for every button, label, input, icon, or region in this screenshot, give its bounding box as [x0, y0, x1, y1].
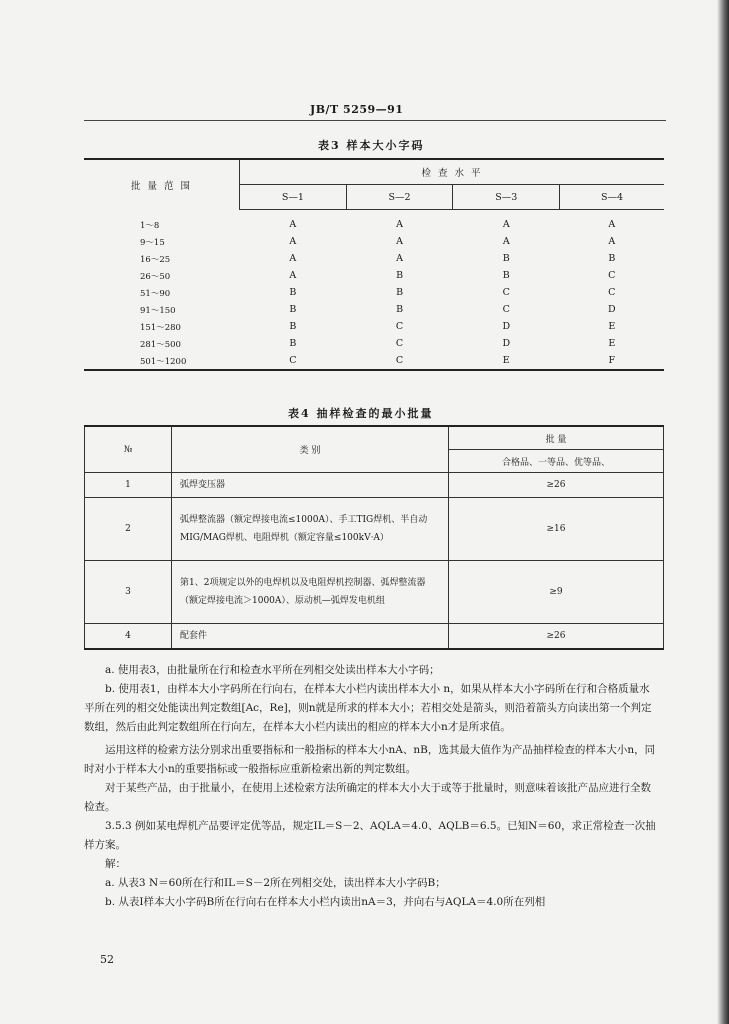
standard-code-header: JB/T 5259—91	[310, 103, 404, 116]
scan-edge-shadow	[717, 0, 729, 1024]
table-row: 16～25 A A B B	[140, 253, 616, 265]
table-row: 9～15 A A A A	[140, 236, 616, 248]
table-row: 3 第1、2项规定以外的电焊机以及电阻焊机控制器、弧焊整流器（额定焊接电流＞1000A）、原动机—弧焊发电机组 ≥9	[85, 561, 664, 624]
table-row: 51～90 B B C C	[140, 287, 616, 299]
paragraph: b. 从表Ⅰ样本大小字码B所在行向右在样本大小栏内读出nA＝3，并向右与AQLA＝4.0所在列相	[105, 896, 546, 908]
paragraph: 对于某些产品，由于批量小，在使用上述检索方法所确定的样本大小大于或等于批量时，则意味着该批产品应进行全数检查。	[84, 782, 651, 813]
table-row: 151～280 B C D E	[140, 321, 616, 333]
table-row: 501～1200 C C E F	[84, 352, 664, 370]
page-number: 52	[100, 953, 114, 966]
level-header: S—3	[453, 185, 560, 210]
table-row: 281～500 B C D E	[140, 338, 616, 350]
paragraph: 运用这样的检索方法分别求出重要指标和一般指标的样本大小nA、nB，选其最大值作为产品抽样检查的样本大小n，同时对小于样本大小n的重要指标或一般指标应重新检索出新的判定数组。	[84, 744, 656, 775]
table4-caption: 表4 抽样检查的最小批量	[288, 407, 434, 420]
no-header: №	[85, 426, 172, 473]
lot-subheader: 合格品、一等品、优等品、	[449, 450, 664, 473]
paragraph: b. 使用表1，由样本大小字码所在行向右，在样本大小栏内读出样本大小 n，如果从样本大小字码所在行和合格质量水平所在列的相交处能读出判定数组[Ac，Re]，则n就是所求的样本大小；若相交处是箭头，则沿着箭头方向读出第一个判定数组，然后由此判定数组所在行向左，在样本大小栏内读出的相应的样本大小n才是所求值。	[84, 683, 652, 733]
level-header: S—2	[346, 185, 453, 210]
table-row: 91～150 B B C D	[140, 304, 616, 316]
level-header: S—4	[560, 185, 664, 210]
inspection-level-header: 检 查 水 平	[240, 159, 665, 185]
sample-size-code-table	[84, 158, 664, 371]
minimum-lot-size-table	[84, 425, 664, 650]
paragraph: 解：	[105, 858, 126, 870]
table-row: 2 弧焊整流器（额定焊接电流≤1000A）、手工TIG焊机、半自动MIG/MAG焊机、电阻焊机（额定容量≤100kV·A） ≥16	[85, 498, 664, 561]
body-text	[84, 661, 660, 912]
section-paragraph: 3.5.3 例如某电焊机产品要评定优等品，规定IL＝S－2、AQLA＝4.0、AQLB＝6.5。已知N＝60，求正常检查一次抽样方案。	[84, 820, 656, 851]
category-header: 类 别	[172, 426, 449, 473]
paragraph: a. 使用表3，由批量所在行和检查水平所在列相交处读出样本大小字码；	[105, 664, 440, 676]
level-header: S—1	[240, 185, 347, 210]
lot-header: 批 量	[449, 426, 664, 450]
table-row: 26～50 A B B C	[140, 270, 616, 282]
table3-caption: 表3 样本大小字码	[318, 139, 425, 152]
lot-range-header: 批 量 范 围	[130, 180, 193, 192]
header-rule	[84, 120, 666, 121]
table-row: 4 配套件 ≥26	[85, 624, 664, 650]
paragraph: a. 从表3 N＝60所在行和IL＝S－2所在列相交处，读出样本大小字码B；	[105, 877, 446, 889]
table-row: 1 弧焊变压器 ≥26	[85, 473, 664, 498]
table-row: 1～8 A A A A	[140, 219, 616, 231]
